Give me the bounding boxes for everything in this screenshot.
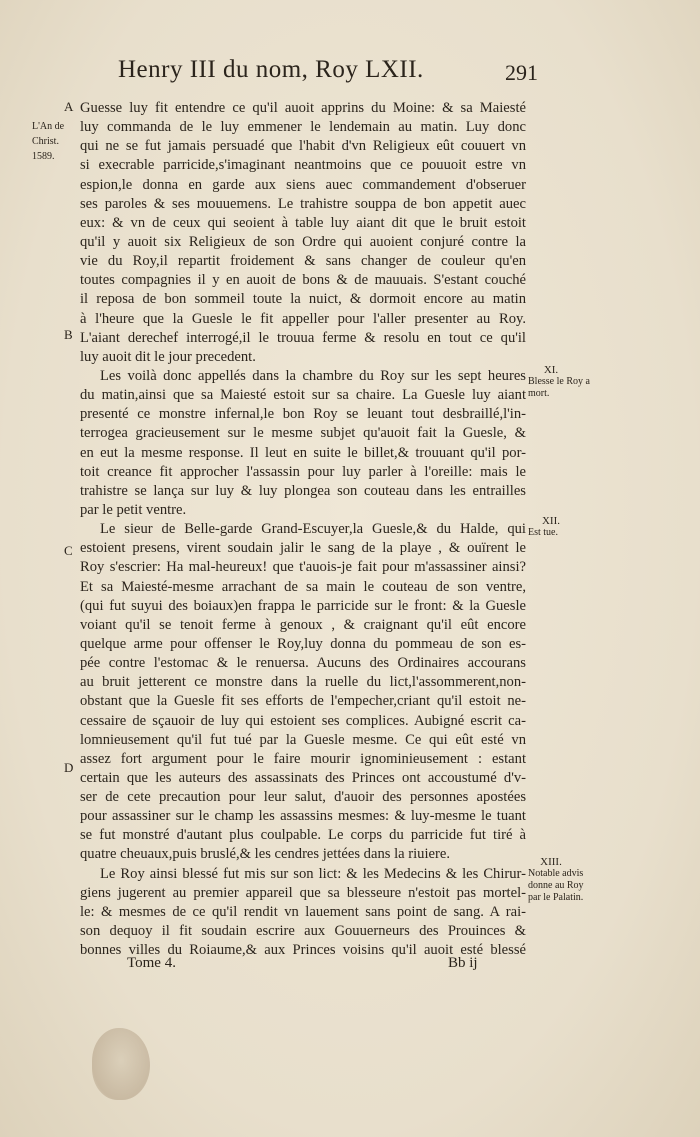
text-line: toit creance fit approcher l'assassin pour luy parler à l'oreille: mais le (80, 463, 526, 480)
margin-letter-c: C (64, 543, 73, 558)
margin-note-text: Notable advis donne au Roy par le Palatin. (528, 868, 584, 903)
margin-note-text: Est tue. (528, 527, 558, 538)
text-line: luy auoit dit le jour precedent. (80, 348, 256, 365)
text-line: trahistre se lança sur luy & luy plongea son couteau dans les entrailles (80, 482, 526, 499)
text-line: du matin,ainsi que sa Maiesté estoit sur sa chaire. La Guesle luy aiant (80, 387, 526, 404)
body-text (80, 99, 526, 960)
margin-note-number: XII. (541, 515, 561, 527)
text-line: à l'heure que la Guesle le fit appeller pour l'aller presenter au Roy. (80, 310, 526, 327)
text-line: luy commanda de le luy emmener le lendemain au matin. Luy donc (80, 119, 526, 136)
year-note-line: L'An de (32, 121, 65, 132)
text-line: quelque arme pour offenser le Roy,luy donna du pommeau de son es- (80, 635, 526, 652)
text-line: obstant que la Guesle fit ses efforts de l'empecher,criant qu'il estoit ne- (80, 693, 526, 710)
page-title: Henry III du nom, Roy LXII. (118, 56, 424, 83)
text-line: Guesse luy fit entendre ce qu'il auoit apprins du Moine: & sa Maiesté (80, 100, 526, 116)
text-line: pée contre l'estomac & le renuersa. Aucuns des Ordinaires accourans (80, 655, 526, 672)
text-line: L'aiant derechef interrogé,il le trouua ferme & resolu en tout ce qu'il (80, 329, 526, 346)
year-note-line: 1589. (32, 151, 55, 162)
text-line: voiant qu'il se tenoit ferme à genoux , & craignant qu'il eût encore (80, 616, 526, 633)
text-line: pour assassiner sur le champ les assassins mesmes: & luy-mesme le tuant (80, 808, 526, 825)
running-header (118, 56, 538, 84)
margin-note-11 (528, 364, 594, 400)
page-number: 291 (505, 60, 538, 85)
text-line: certain que les auteurs des assassinats des Princes ont accoustumé d'v- (80, 769, 526, 786)
margin-note-text: Blesse le Roy a mort. (528, 376, 590, 399)
signature-mark: Bb ij (448, 955, 478, 971)
text-line: presenté ce monstre infernal,le bon Roy se leuant tout desbraillé,l'in- (80, 406, 526, 423)
text-line: Les voilà donc appellés dans la chambre du Roy sur les sept heures (100, 367, 526, 384)
margin-note-number: XI. (543, 364, 559, 376)
year-note-line: Christ. (32, 136, 59, 147)
text-line: Le sieur de Belle-garde Grand-Escuyer,la Guesle,& du Halde, qui (100, 521, 526, 538)
text-line: estoient presens, virent soudain jalir le sang de la playe , & ouïrent le (80, 540, 526, 557)
text-line: terrogea gracieusement sur le mesme subjet qu'auoit fait la Guesle, & (80, 425, 526, 442)
text-line: qui ne se fut jamais persuadé que l'habit d'vn Religieux eût couuert vn (80, 138, 526, 155)
text-line: (qui fut suyui des boiaux)en frappa le parricide sur le front: & la Guesle (80, 597, 526, 614)
text-line: giens jugerent au premier appareil que sa blesseure n'estoit pas mortel- (80, 884, 526, 901)
text-line: il reposa de bon sommeil toute la nuict, & dormoit encore au matin (80, 291, 526, 308)
margin-letter-b: B (64, 327, 73, 342)
margin-note-number: XIII. (540, 856, 562, 868)
year-note (32, 119, 78, 164)
margin-letter-d: D (64, 760, 74, 775)
text-line: cessaire de sçauoir de luy qui estoient ses complices. Aubigné escrit ca- (80, 712, 526, 729)
text-line: quatre cheuaux,puis bruslé,& les cendres jettées dans la riuiere. (80, 846, 450, 863)
volume-mark: Tome 4. (127, 955, 176, 971)
text-line: eux: & vn de ceux qui seoient à table luy aiant dit que le bruit estoit (80, 214, 526, 231)
text-line: son dequoy il fit soudain escrire aux Gouuerneurs des Prouinces & (80, 923, 526, 940)
text-line: par le petit ventre. (80, 501, 187, 518)
text-line: le: & mesmes de ce qu'il rendit vn lauement sans point de sang. A rai- (80, 903, 526, 920)
text-line: vie du Roy,il repartit froidement & sans changer de couleur qu'en (80, 253, 526, 270)
text-line: au bruit jetterent ce monstre dans la ruelle du lict,l'assommerent,non- (80, 674, 526, 691)
text-line: assez fort argument pour le faire mourir ignominieusement : estant (80, 750, 526, 767)
margin-note-12 (528, 515, 594, 539)
text-line: bonnes villes du Roiaume,& aux Princes voisins qu'il auoit esté blessé (80, 942, 526, 959)
text-line: si execrable parricide,s'imaginant neantmoins que ce pouuoit estre vn (80, 157, 526, 174)
text-line: Et sa Maiesté-mesme arrachant de sa main le couteau de son ventre, (80, 578, 526, 595)
text-line: lomnieusement qu'il fut tué par la Guesle mesme. Ce qui eût esté vn (80, 731, 526, 748)
text-line: toutes compagnies il y en auoit de bons & de mauuais. S'estant couché (80, 272, 526, 289)
text-line: Roy s'escrier: Ha mal-heureux! que t'auois-je fait pour m'assassiner ainsi? (80, 559, 526, 576)
text-line: Le Roy ainsi blessé fut mis sur son lict: & les Medecins & les Chirur- (100, 865, 526, 882)
margin-note-13 (528, 856, 594, 904)
text-line: qu'il y auoit six Religieux de son Ordre qui auoient conjuré contre la (80, 233, 526, 250)
text-line: ses paroles & ses mouuemens. Le trahistre souppa de bon appetit auec (80, 195, 526, 212)
text-line: se fut monstré d'autant plus coulpable. Le corps du parricide fut tiré à (80, 827, 526, 844)
margin-letter-a: A (64, 99, 74, 114)
text-line: espion,le donna en garde aux siens auec commandement d'obseruer (80, 176, 526, 193)
text-line: en eut la mesme response. Il leut en suite le billet,& trouuant qu'il por- (80, 444, 526, 461)
text-line: ser de cete precaution pour leur salut, d'auoir des personnes apostées (80, 789, 526, 806)
paper-stain (92, 1028, 150, 1100)
